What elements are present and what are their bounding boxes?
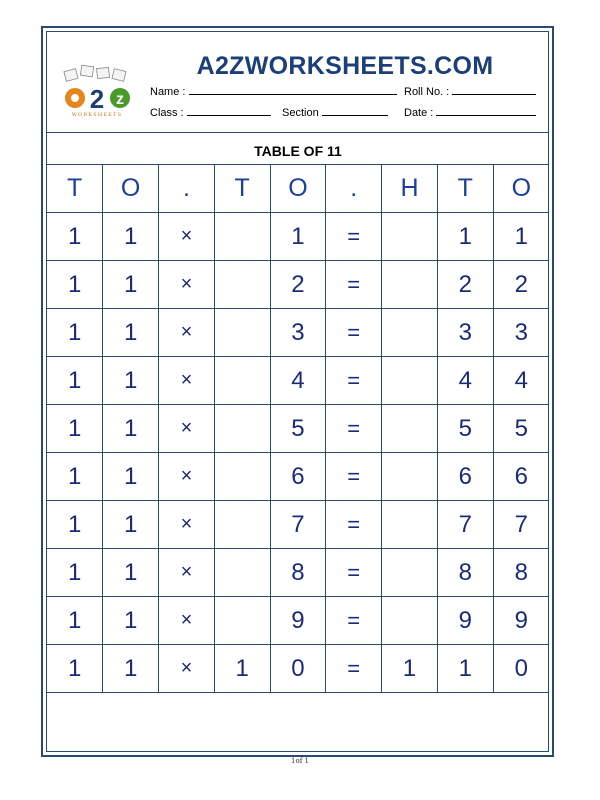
table-cell: = [326, 213, 382, 261]
class-line[interactable] [187, 106, 271, 116]
table-cell: 3 [493, 309, 549, 357]
table-cell: × [159, 645, 215, 693]
table-cell[interactable] [382, 261, 438, 309]
column-header: . [326, 165, 382, 213]
table-row [47, 549, 549, 597]
table-cell[interactable] [382, 405, 438, 453]
roll-label: Roll No. : [404, 86, 450, 98]
table-cell[interactable] [382, 549, 438, 597]
table-cell: × [159, 261, 215, 309]
table-cell: 3 [437, 309, 493, 357]
table-cell: 1 [103, 549, 159, 597]
table-cell[interactable] [214, 453, 270, 501]
table-cell: 1 [47, 309, 103, 357]
table-row [47, 501, 549, 549]
table-cell: 0 [493, 645, 549, 693]
table-cell: 1 [47, 501, 103, 549]
class-label: Class : [150, 107, 184, 119]
table-row [47, 645, 549, 693]
table-cell: 4 [270, 357, 326, 405]
table-cell: × [159, 309, 215, 357]
column-header: O [270, 165, 326, 213]
table-cell: 1 [103, 357, 159, 405]
table-cell[interactable] [214, 309, 270, 357]
table-cell: 5 [270, 405, 326, 453]
table-cell: 0 [270, 645, 326, 693]
table-cell: 1 [493, 213, 549, 261]
table-cell: 5 [493, 405, 549, 453]
table-cell[interactable] [214, 597, 270, 645]
column-header: . [159, 165, 215, 213]
table-row [47, 261, 549, 309]
table-cell: 1 [47, 645, 103, 693]
table-cell: 1 [103, 405, 159, 453]
table-cell: 6 [493, 453, 549, 501]
table-cell: 5 [437, 405, 493, 453]
name-label: Name : [150, 86, 186, 98]
table-cell[interactable] [214, 213, 270, 261]
multiplication-grid [47, 164, 549, 693]
table-cell: 6 [270, 453, 326, 501]
table-cell: 9 [270, 597, 326, 645]
table-title: TABLE OF 11 [254, 143, 342, 159]
table-cell: = [326, 597, 382, 645]
section-field[interactable] [282, 106, 388, 119]
table-cell[interactable] [382, 309, 438, 357]
table-cell: 8 [270, 549, 326, 597]
table-cell: 1 [437, 213, 493, 261]
table-cell: 1 [103, 213, 159, 261]
table-cell[interactable] [214, 549, 270, 597]
table-cell: 1 [437, 645, 493, 693]
date-line[interactable] [436, 106, 536, 116]
table-cell: 7 [437, 501, 493, 549]
table-cell[interactable] [382, 357, 438, 405]
column-header: O [103, 165, 159, 213]
table-row [47, 309, 549, 357]
table-cell: 6 [437, 453, 493, 501]
svg-text:z: z [116, 91, 124, 108]
table-cell: 8 [437, 549, 493, 597]
table-row [47, 453, 549, 501]
table-cell: 7 [493, 501, 549, 549]
section-line[interactable] [322, 106, 388, 116]
column-header: T [47, 165, 103, 213]
table-cell: = [326, 309, 382, 357]
table-cell: × [159, 357, 215, 405]
table-cell: 2 [493, 261, 549, 309]
table-cell: = [326, 501, 382, 549]
table-cell[interactable] [214, 261, 270, 309]
roll-line[interactable] [452, 85, 536, 95]
page-number: 1of 1 [291, 757, 309, 765]
table-cell: = [326, 357, 382, 405]
header-divider [47, 132, 549, 133]
name-field[interactable] [150, 85, 397, 98]
table-row [47, 405, 549, 453]
table-cell: 1 [103, 597, 159, 645]
table-cell: 1 [103, 501, 159, 549]
table-cell: 9 [437, 597, 493, 645]
table-cell: 1 [47, 213, 103, 261]
roll-field[interactable] [404, 85, 536, 98]
class-field[interactable] [150, 106, 271, 119]
date-label: Date : [404, 107, 434, 119]
table-cell: 7 [270, 501, 326, 549]
table-cell: 1 [214, 645, 270, 693]
table-cell: = [326, 453, 382, 501]
table-cell: = [326, 405, 382, 453]
table-cell: 8 [493, 549, 549, 597]
name-line[interactable] [189, 85, 397, 95]
table-cell: × [159, 549, 215, 597]
table-cell[interactable] [382, 501, 438, 549]
table-cell: 1 [47, 261, 103, 309]
table-cell: = [326, 261, 382, 309]
table-row [47, 213, 549, 261]
table-cell[interactable] [214, 501, 270, 549]
table-cell: 1 [270, 213, 326, 261]
table-cell[interactable] [382, 453, 438, 501]
table-cell[interactable] [382, 213, 438, 261]
table-cell: 1 [382, 645, 438, 693]
table-cell: 1 [103, 261, 159, 309]
table-cell: 1 [47, 549, 103, 597]
table-cell: × [159, 405, 215, 453]
column-header: T [214, 165, 270, 213]
table-cell[interactable] [214, 357, 270, 405]
table-cell: 2 [270, 261, 326, 309]
logo-subtitle: WORKSHEETS [71, 112, 123, 118]
table-cell: 4 [437, 357, 493, 405]
column-header: T [437, 165, 493, 213]
table-row [47, 597, 549, 645]
section-label: Section [282, 107, 319, 119]
svg-text:2: 2 [89, 84, 105, 114]
table-cell: 1 [47, 357, 103, 405]
table-cell: 4 [493, 357, 549, 405]
table-cell: × [159, 597, 215, 645]
table-cell: = [326, 645, 382, 693]
table-cell: 3 [270, 309, 326, 357]
table-cell: 1 [103, 309, 159, 357]
table-cell: = [326, 549, 382, 597]
table-cell[interactable] [214, 405, 270, 453]
table-cell: × [159, 501, 215, 549]
table-cell: 1 [103, 645, 159, 693]
date-field[interactable] [404, 106, 536, 119]
table-cell: 1 [47, 597, 103, 645]
table-cell: 1 [103, 453, 159, 501]
column-header: O [493, 165, 549, 213]
column-header-row [47, 165, 549, 213]
table-row [47, 357, 549, 405]
table-cell: 2 [437, 261, 493, 309]
table-cell: × [159, 213, 215, 261]
table-cell: 9 [493, 597, 549, 645]
table-cell: 1 [47, 453, 103, 501]
site-title: A2ZWORKSHEETS.COM [196, 52, 494, 80]
table-cell: × [159, 453, 215, 501]
table-cell[interactable] [382, 597, 438, 645]
table-cell: 1 [47, 405, 103, 453]
column-header: H [382, 165, 438, 213]
